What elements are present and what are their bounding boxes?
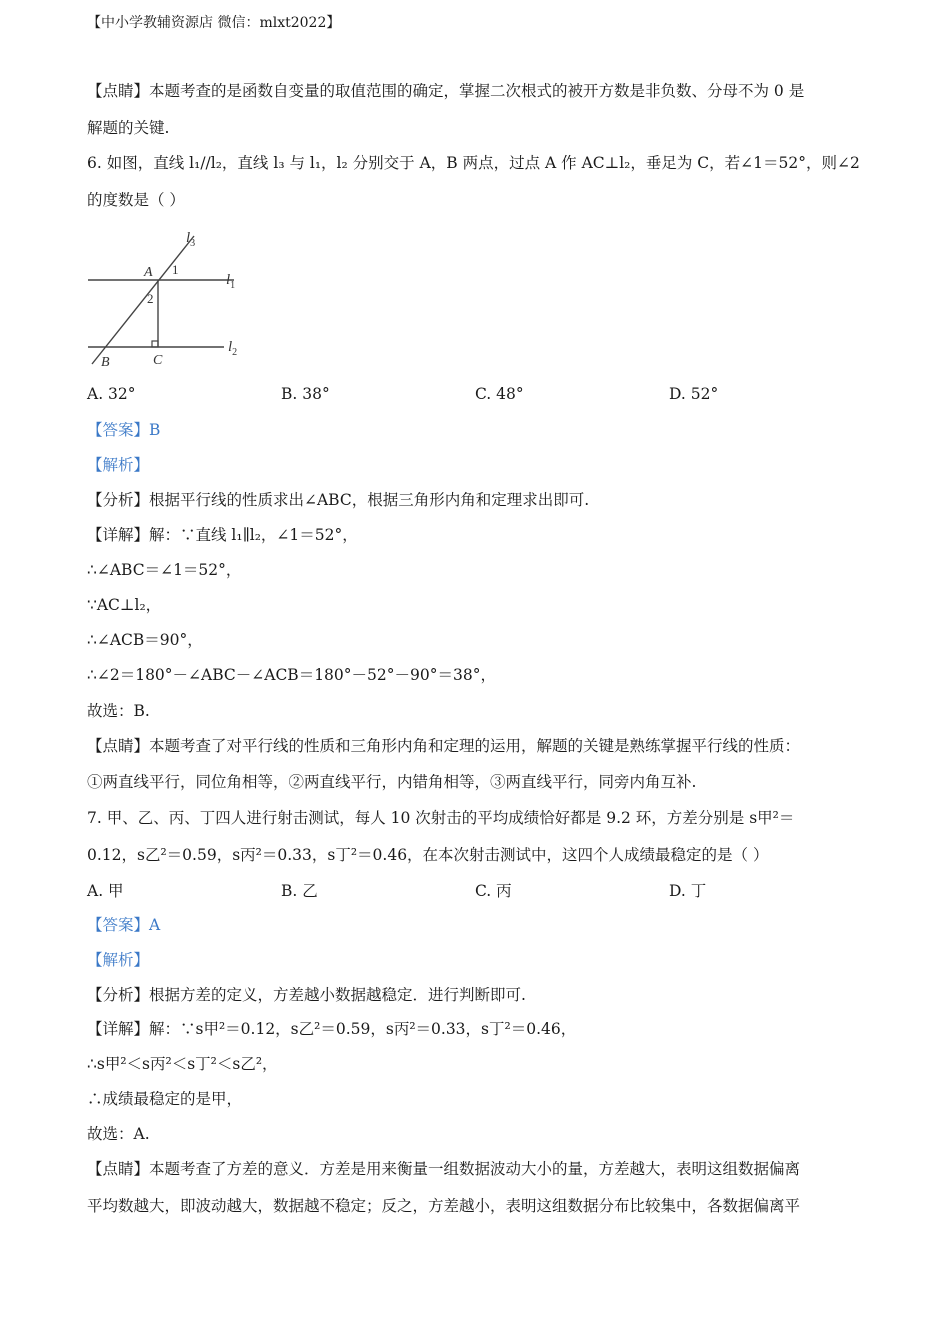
q5-remark-line-1: 【点睛】本题考查的是函数自变量的取值范围的确定，掌握二次根式的被开方数是非负数、分母不为 0 是: [87, 82, 805, 100]
q6-option-d: D. 52°: [669, 385, 719, 403]
header-watermark: 【中小学教辅资源店 微信：mlxt2022】: [87, 15, 341, 31]
right-angle-mark: [152, 341, 158, 347]
label-a: A: [144, 265, 153, 280]
q6-detail: 【详解】解：∵直线 l₁∥l₂，∠1＝52°，: [87, 526, 358, 544]
q6-option-c: C. 48°: [475, 385, 524, 403]
label-b: B: [101, 355, 110, 370]
q6-step-2: ∵AC⊥l₂，: [87, 596, 162, 614]
q7-stem-line-1: 7. 甲、乙、丙、丁四人进行射击测试，每人 10 次射击的平均成绩恰好都是 9.2 环，方差分别是 s甲²＝: [87, 809, 795, 827]
q7-step-2: ∴成绩最稳定的是甲，: [87, 1090, 243, 1108]
q6-stem-line-1: 6. 如图，直线 l₁//l₂，直线 l₃ 与 l₁，l₂ 分别交于 A，B 两点，过点 A 作 AC⊥l₂，垂足为 C，若∠1＝52°，则∠2: [87, 154, 860, 172]
q7-analysis: 【分析】根据方差的定义，方差越小数据越稳定．进行判断即可.: [87, 986, 526, 1004]
q6-answer: 【答案】B: [87, 421, 161, 439]
label-angle-2: 2: [147, 291, 154, 306]
q6-analysis-heading: 【解析】: [87, 456, 150, 474]
label-c: C: [153, 353, 163, 368]
q6-figure: [86, 226, 256, 371]
line-l3: [92, 236, 194, 364]
q6-remark-line-2: ①两直线平行，同位角相等，②两直线平行，内错角相等，③两直线平行，同旁内角互补.: [87, 773, 697, 791]
q7-detail: 【详解】解：∵s甲²＝0.12，s乙²＝0.59，s丙²＝0.33，s丁²＝0.46，: [87, 1020, 577, 1038]
q6-step-3: ∴∠ACB＝90°，: [87, 631, 203, 649]
q5-remark-line-2: 解题的关键.: [87, 119, 170, 137]
label-l1: $l_1$: [226, 272, 236, 291]
q7-remark-line-1: 【点睛】本题考查了方差的意义．方差是用来衡量一组数据波动大小的量，方差越大，表明这组数据偏离: [87, 1160, 801, 1178]
q7-option-d: D. 丁: [669, 882, 707, 900]
q7-analysis-heading: 【解析】: [87, 951, 150, 969]
q7-option-c: C. 丙: [475, 882, 512, 900]
q6-step-4: ∴∠2＝180°－∠ABC－∠ACB＝180°－52°－90°＝38°，: [87, 666, 496, 684]
q7-remark-line-2: 平均数越大，即波动越大，数据越不稳定；反之，方差越小，表明这组数据分布比较集中，各数据偏离平: [87, 1197, 801, 1215]
q7-answer: 【答案】A: [87, 916, 161, 934]
q6-choice: 故选：B.: [87, 702, 150, 720]
q6-stem-line-2: 的度数是（ ）: [87, 191, 185, 209]
q6-analysis: 【分析】根据平行线的性质求出∠ABC，根据三角形内角和定理求出即可.: [87, 491, 590, 509]
q7-option-b: B. 乙: [281, 882, 318, 900]
q6-step-1: ∴∠ABC＝∠1＝52°，: [87, 561, 242, 579]
q7-stem-line-2: 0.12，s乙²＝0.59，s丙²＝0.33，s丁²＝0.46，在本次射击测试中，这四个人成绩最稳定的是（ ）: [87, 846, 769, 864]
q7-option-a: A. 甲: [87, 882, 124, 900]
q7-step-1: ∴s甲²＜s丙²＜s丁²＜s乙²，: [87, 1055, 278, 1073]
label-l3: $l_3$: [186, 230, 196, 249]
label-l2: $l_2$: [228, 339, 238, 358]
q6-option-b: B. 38°: [281, 385, 330, 403]
q6-option-a: A. 32°: [87, 385, 136, 403]
q6-remark-line-1: 【点睛】本题考查了对平行线的性质和三角形内角和定理的运用，解题的关键是熟练掌握平行线的性质：: [87, 737, 801, 755]
label-angle-1: 1: [172, 262, 179, 277]
q7-choice: 故选：A.: [87, 1125, 150, 1143]
